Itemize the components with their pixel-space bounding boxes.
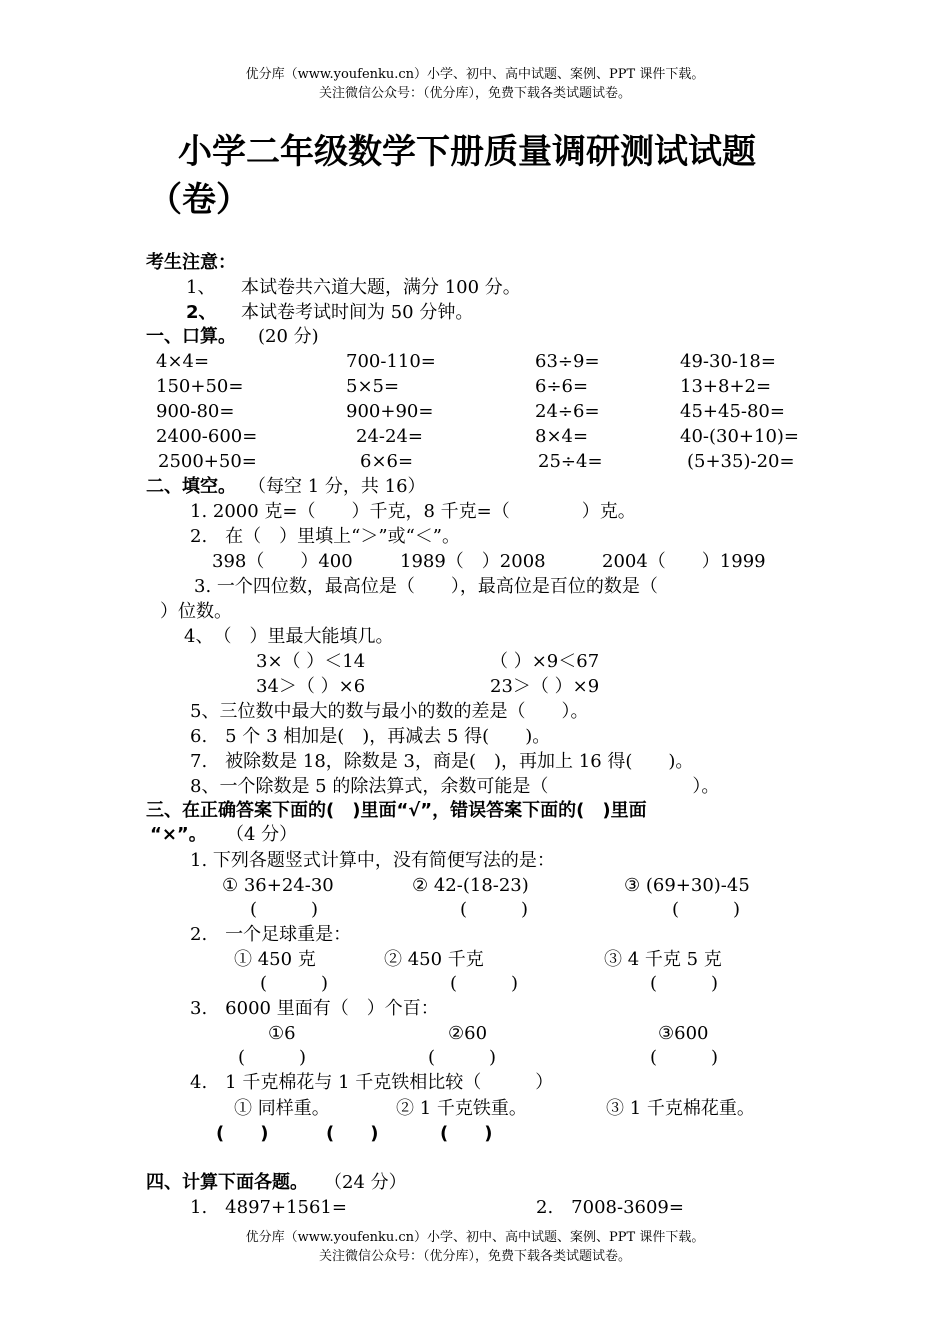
compare-item: 398（ ）400: [212, 551, 353, 572]
max-fill-item: 3×（ ）＜14: [256, 651, 366, 672]
oral-calc-item: 2400-600=: [156, 426, 258, 447]
choice-option: ③ 1 千克棉花重。: [606, 1098, 755, 1119]
answer-paren[interactable]: ( ): [238, 1047, 307, 1068]
answer-paren[interactable]: ( ): [450, 973, 519, 994]
answer-paren[interactable]: ( ): [260, 973, 329, 994]
oral-calc-item: 63÷9=: [535, 351, 600, 372]
notice-item-2: 本试卷考试时间为 50 分钟。: [241, 302, 474, 323]
answer-paren[interactable]: ( ): [672, 899, 741, 920]
max-fill-item: 23＞（ ）×9: [490, 676, 600, 697]
section-3-score: （4 分）: [226, 824, 298, 845]
fill-question-3: 3. 一个四位数，最高位是（ ），最高位是百位的数是（: [194, 576, 658, 597]
calc-question-1: 1. 4897+1561=: [190, 1197, 347, 1218]
section-4-heading: 四、计算下面各题。: [146, 1172, 308, 1193]
notice-item-1: 本试卷共六道大题，满分 100 分。: [241, 277, 521, 298]
section-1-heading: 一、口算。: [146, 326, 236, 347]
oral-calc-item: (5+35)-20=: [687, 451, 795, 472]
choice-option: ①6: [268, 1023, 296, 1044]
section-2-score: （每空 1 分，共 16）: [248, 476, 426, 497]
fill-question-7: 7. 被除数是 18，除数是 3，商是( )，再加上 16 得( )。: [190, 751, 694, 772]
fill-question-6: 6. 5 个 3 相加是( )，再减去 5 得( )。: [190, 726, 551, 747]
fill-question-1: 1. 2000 克=（ ）千克，8 千克=（ ）克。: [190, 501, 636, 522]
fill-question-2: 2. 在（ ）里填上“＞”或“＜”。: [190, 526, 460, 547]
oral-calc-item: 900+90=: [346, 401, 434, 422]
oral-calc-item: 4×4=: [156, 351, 210, 372]
choice-option: ② 1 千克铁重。: [396, 1098, 527, 1119]
oral-calc-item: 2500+50=: [158, 451, 257, 472]
fill-question-4: 4、 （ ）里最大能填几。: [184, 626, 394, 647]
choice-option: ① 450 克: [234, 949, 316, 970]
header-line-1: 优分库（www.youfenku.cn）小学、初中、高中试题、案例、PPT 课件下载。: [245, 67, 705, 82]
notice-item-2-num: 2、: [186, 302, 217, 323]
answer-paren[interactable]: ( ): [326, 1123, 379, 1144]
section-1-score: (20 分): [258, 326, 319, 347]
choice-option: ③ (69+30)-45: [624, 875, 750, 896]
notice-heading: 考生注意：: [146, 252, 236, 273]
oral-calc-item: 6×6=: [360, 451, 414, 472]
answer-paren[interactable]: ( ): [460, 899, 529, 920]
fill-question-5: 5、三位数中最大的数与最小的数的差是（ ）。: [190, 701, 589, 722]
choice-question-3: 3. 6000 里面有（ ）个百：: [190, 998, 439, 1019]
section-4-score: （24 分）: [324, 1172, 407, 1193]
header-line-2: 关注微信公众号：（优分库），免费下载各类试题试卷。: [318, 86, 631, 101]
answer-paren[interactable]: ( ): [250, 899, 319, 920]
choice-option: ① 36+24-30: [222, 875, 334, 896]
oral-calc-item: 13+8+2=: [680, 376, 772, 397]
choice-option: ③600: [658, 1023, 709, 1044]
oral-calc-item: 5×5=: [346, 376, 400, 397]
oral-calc-item: 25÷4=: [538, 451, 603, 472]
max-fill-item: （ ）×9＜67: [490, 651, 600, 672]
answer-paren[interactable]: ( ): [216, 1123, 269, 1144]
footer-line-1: 优分库（www.youfenku.cn）小学、初中、高中试题、案例、PPT 课件下载。: [245, 1230, 705, 1245]
choice-option: ① 同样重。: [234, 1098, 330, 1119]
oral-calc-item: 24-24=: [356, 426, 423, 447]
choice-question-1: 1. 下列各题竖式计算中，没有简便写法的是：: [190, 850, 555, 871]
oral-calc-item: 45+45-80=: [680, 401, 785, 422]
section-2-heading: 二、填空。: [146, 476, 236, 497]
page-title: 小学二年级数学下册质量调研测试试题: [178, 132, 756, 172]
choice-option: ③ 4 千克 5 克: [604, 949, 722, 970]
choice-option: ② 450 千克: [384, 949, 484, 970]
oral-calc-item: 900-80=: [156, 401, 235, 422]
compare-item: 2004（ ）1999: [602, 551, 766, 572]
footer-line-2: 关注微信公众号：（优分库），免费下载各类试题试卷。: [318, 1249, 631, 1264]
oral-calc-item: 6÷6=: [535, 376, 589, 397]
page-title-suffix: （卷）: [148, 180, 250, 220]
oral-calc-item: 700-110=: [346, 351, 436, 372]
answer-paren[interactable]: ( ): [650, 1047, 719, 1068]
fill-question-3-cont: ）位数。: [160, 601, 232, 622]
oral-calc-item: 49-30-18=: [680, 351, 776, 372]
answer-paren[interactable]: ( ): [428, 1047, 497, 1068]
calc-question-2: 2. 7008-3609=: [536, 1197, 684, 1218]
oral-calc-item: 40-(30+10)=: [680, 426, 800, 447]
choice-question-2: 2. 一个足球重是：: [190, 924, 352, 945]
answer-paren[interactable]: ( ): [440, 1123, 493, 1144]
oral-calc-item: 150+50=: [156, 376, 244, 397]
answer-paren[interactable]: ( ): [650, 973, 719, 994]
max-fill-item: 34＞（ ）×6: [256, 676, 366, 697]
oral-calc-item: 24÷6=: [535, 401, 600, 422]
fill-question-8: 8、一个除数是 5 的除法算式，余数可能是（ ）。: [190, 776, 720, 797]
choice-question-4: 4. 1 千克棉花与 1 千克铁相比较（ ）: [190, 1072, 554, 1093]
choice-option: ②60: [448, 1023, 488, 1044]
oral-calc-item: 8×4=: [535, 426, 589, 447]
notice-item-1-num: 1、: [186, 277, 216, 298]
section-3-heading: 三、在正确答案下面的( )里面“√”，错误答案下面的( )里面: [146, 800, 647, 821]
choice-option: ② 42-(18-23): [412, 875, 529, 896]
section-3-heading-cont: “×”。: [150, 824, 207, 845]
compare-item: 1989（ ）2008: [400, 551, 546, 572]
